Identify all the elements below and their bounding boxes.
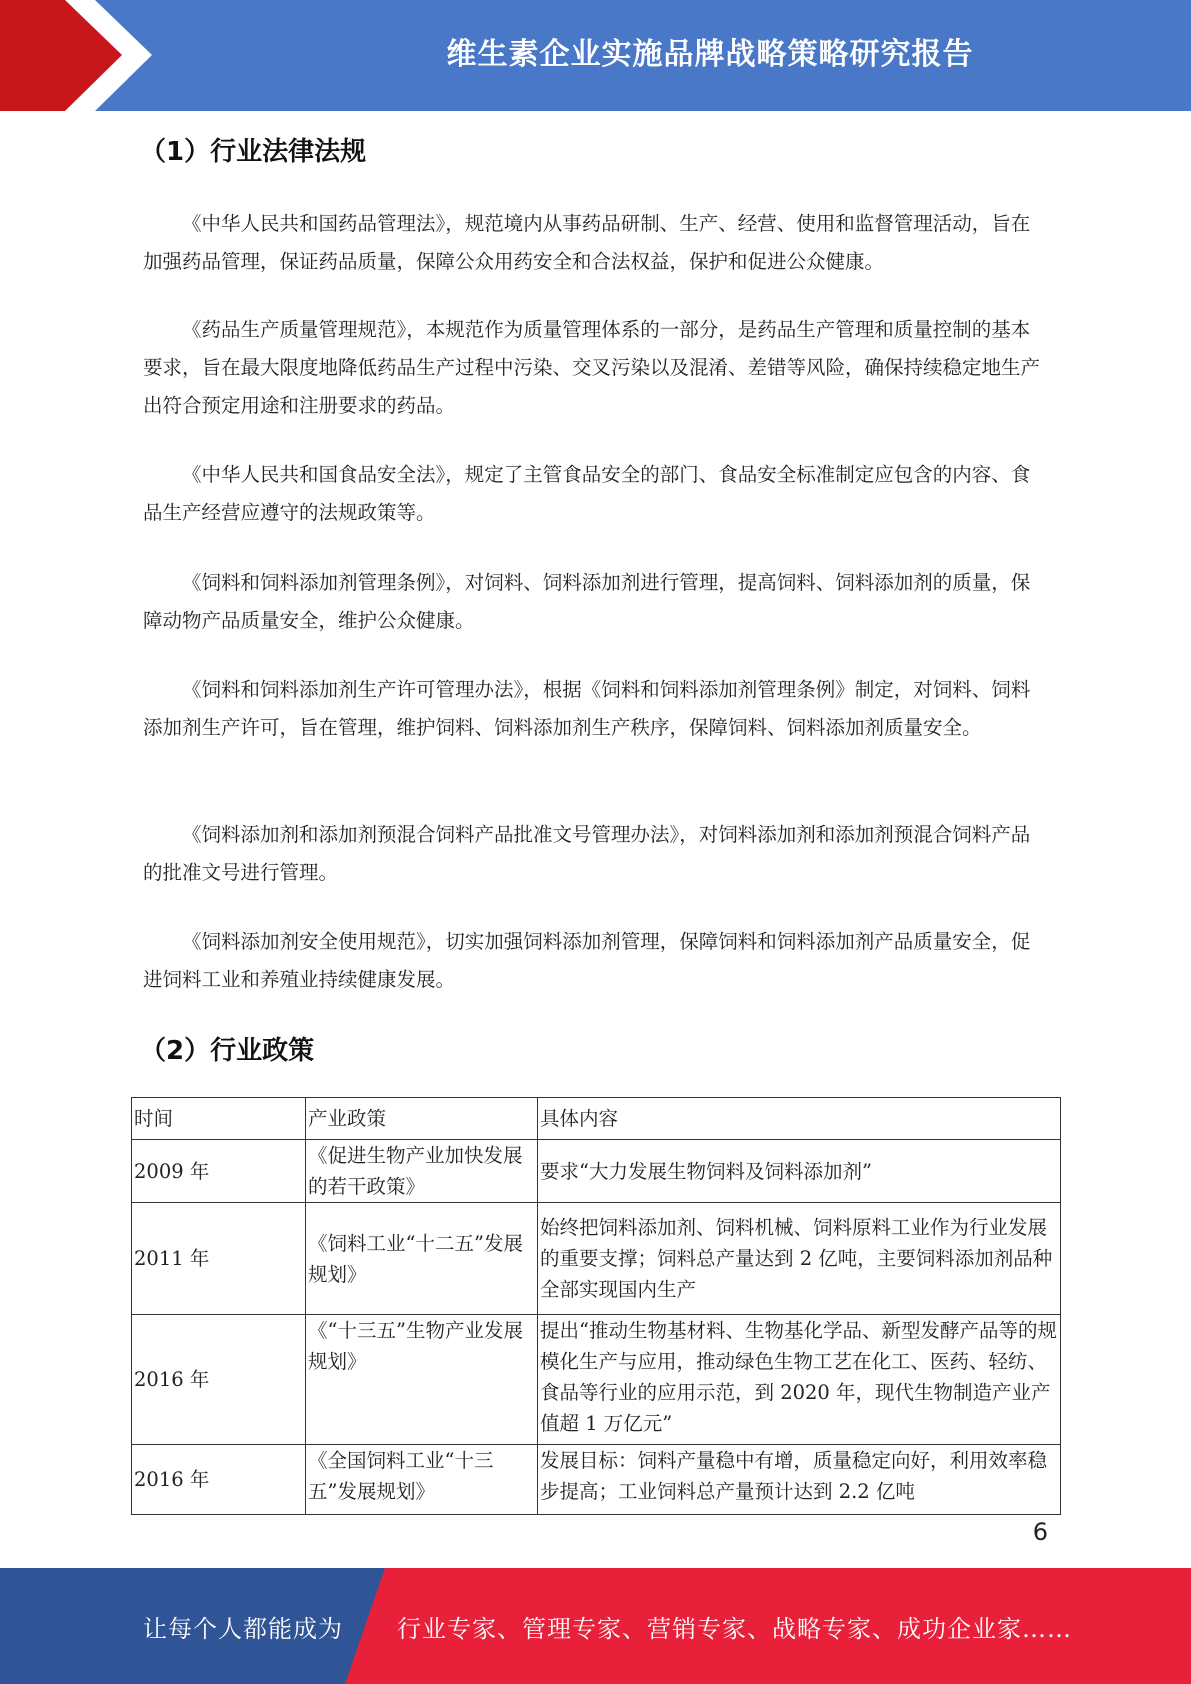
law-paragraph: 《饲料添加剂和添加剂预混合饲料产品批准文号管理办法》，对饲料添加剂和添加剂预混合饲料产品的批准文号进行管理。 xyxy=(143,823,1031,884)
table-row xyxy=(132,1140,1061,1203)
footer-slogan-right: 行业专家、管理专家、营销专家、战略专家、成功企业家…… xyxy=(397,1614,1072,1643)
law-paragraph: 《饲料添加剂安全使用规范》，切实加强饲料添加剂管理，保障饲料和饲料添加剂产品质量安全，促进饲料工业和养殖业持续健康发展。 xyxy=(143,930,1031,991)
row-content: 提出“推动生物基材料、生物基化学品、新型发酵产品等的规模化生产与应用，推动绿色生物工艺在化工、医药、轻纺、食品等行业的应用示范，到 2020 年，现代生物制造产业产值超 1 万亿元” xyxy=(538,1315,1061,1445)
column-header-content: 具体内容 xyxy=(538,1098,1061,1140)
row-time: 2009 年 xyxy=(132,1140,306,1203)
row-time: 2016 年 xyxy=(132,1315,306,1445)
law-paragraph: 《中华人民共和国药品管理法》，规范境内从事药品研制、生产、经营、使用和监督管理活动，旨在加强药品管理，保证药品质量，保障公众用药安全和合法权益，保护和促进公众健康。 xyxy=(143,212,1031,273)
row-policy: 《促进生物产业加快发展的若干政策》 xyxy=(306,1140,538,1203)
row-content: 要求“大力发展生物饲料及饲料添加剂” xyxy=(538,1140,1061,1203)
row-policy: 《“十三五”生物产业发展规划》 xyxy=(306,1315,538,1445)
table-header-row xyxy=(132,1098,1061,1140)
law-paragraph: 《中华人民共和国食品安全法》，规定了主管食品安全的部门、食品安全标准制定应包含的内容、食品生产经营应遵守的法规政策等。 xyxy=(143,463,1031,524)
footer-slogan-left: 让每个人都能成为 xyxy=(143,1614,343,1643)
law-paragraph: 《饲料和饲料添加剂管理条例》，对饲料、饲料添加剂进行管理，提高饲料、饲料添加剂的质量，保障动物产品质量安全，维护公众健康。 xyxy=(143,571,1031,632)
law-paragraph: 《药品生产质量管理规范》，本规范作为质量管理体系的一部分，是药品生产管理和质量控制的基本要求，旨在最大限度地降低药品生产过程中污染、交叉污染以及混淆、差错等风险，确保持续稳定地生产出符合预定用途和注册要求的药品。 xyxy=(143,318,1041,417)
table-row xyxy=(132,1203,1061,1315)
column-header-time: 时间 xyxy=(132,1098,306,1140)
law-paragraph: 《饲料和饲料添加剂生产许可管理办法》，根据《饲料和饲料添加剂管理条例》制定，对饲料、饲料添加剂生产许可，旨在管理，维护饲料、饲料添加剂生产秩序，保障饲料、饲料添加剂质量安全。 xyxy=(143,678,1031,739)
column-header-policy: 产业政策 xyxy=(306,1098,538,1140)
table-row xyxy=(132,1315,1061,1445)
policy-table xyxy=(131,1097,1061,1515)
row-time: 2016 年 xyxy=(132,1445,306,1515)
row-content: 发展目标：饲料产量稳中有增，质量稳定向好，利用效率稳步提高；工业饲料总产量预计达到 2.2 亿吨 xyxy=(538,1445,1061,1515)
section-heading-laws: （1）行业法律法规 xyxy=(140,137,367,167)
report-title: 维生素企业实施品牌战略策略研究报告 xyxy=(446,36,974,72)
header-banner xyxy=(0,0,1191,111)
section-heading-policies: （2）行业政策 xyxy=(140,1036,315,1066)
table-row xyxy=(132,1445,1061,1515)
page-number: 6 xyxy=(1032,1518,1048,1546)
row-time: 2011 年 xyxy=(132,1203,306,1315)
row-policy: 《饲料工业“十二五”发展规划》 xyxy=(306,1203,538,1315)
row-content: 始终把饲料添加剂、饲料机械、饲料原料工业作为行业发展的重要支撑；饲料总产量达到 2 亿吨，主要饲料添加剂品种全部实现国内生产 xyxy=(538,1203,1061,1315)
row-policy: 《全国饲料工业“十三五”发展规划》 xyxy=(306,1445,538,1515)
footer-banner xyxy=(0,1568,1191,1684)
